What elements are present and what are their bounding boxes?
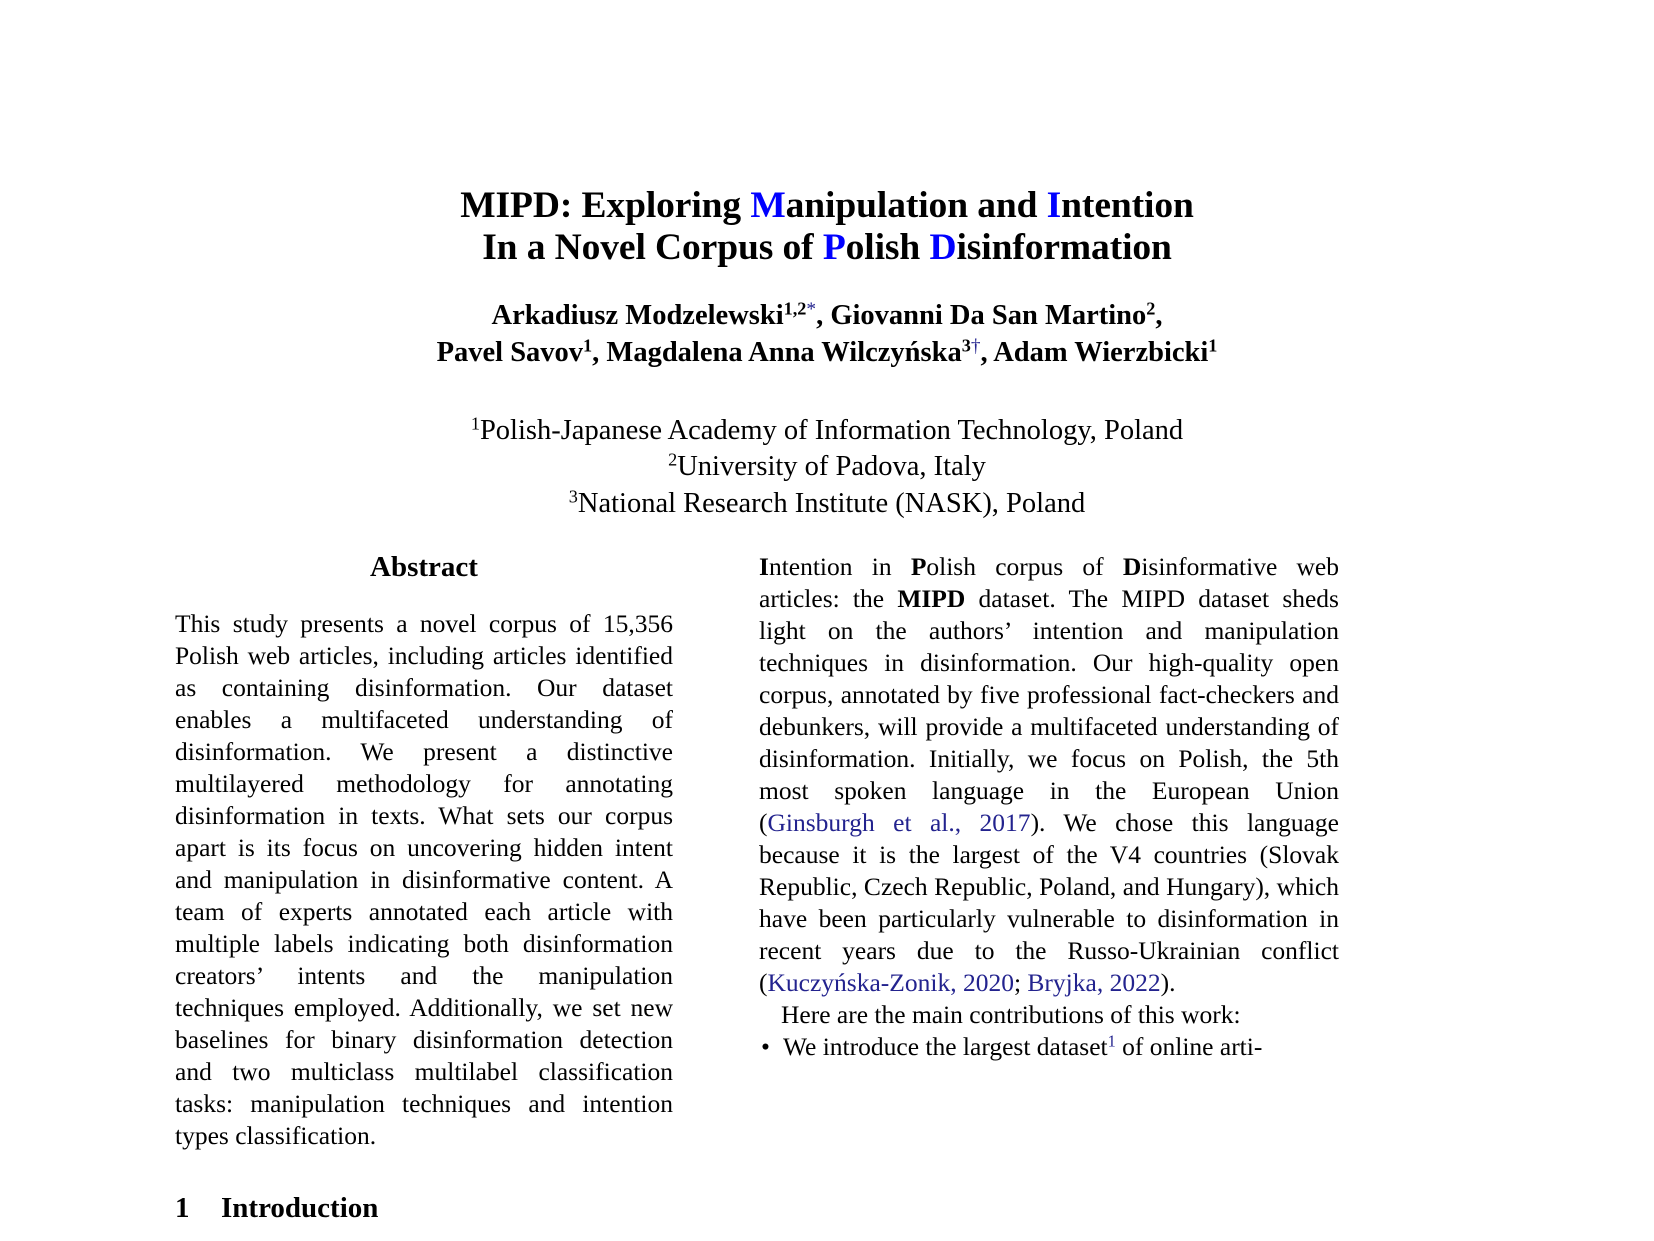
author-name: Adam Wierzbicki	[993, 336, 1209, 368]
title-highlight-i: I	[1046, 185, 1062, 226]
affiliation-text: University of Padova, Italy	[677, 451, 986, 483]
title-line-2: In a Novel Corpus of Polish Disinformation	[482, 227, 1172, 269]
author-name: Pavel Savov	[436, 336, 584, 368]
acronym-letter-i: I	[759, 552, 769, 581]
affiliation-text: Polish-Japanese Academy of Information Technology, Poland	[479, 414, 1184, 446]
author-affiliation-ref: 1,2	[783, 298, 807, 319]
title-highlight-d: D	[929, 227, 957, 269]
contribution-item-1	[759, 1031, 1339, 1063]
citation-link-ginsburgh[interactable]: Ginsburgh et al., 2017	[767, 808, 1031, 837]
affiliation-2	[175, 449, 1479, 485]
affiliation-list	[175, 371, 1479, 522]
abstract-heading: Abstract	[370, 551, 478, 583]
title-line-1: MIPD: Exploring Manipulation and Intention	[460, 185, 1194, 226]
acronym-letter-d: D	[1122, 552, 1142, 581]
two-column-body	[175, 551, 1479, 1225]
affiliation-number: 3	[568, 486, 578, 507]
affiliation-3	[175, 486, 1479, 522]
citation-link-kuczynska-zonik[interactable]: Kuczyńska-Zonik, 2020	[767, 968, 1014, 997]
intro-paragraph-1: Intention in Polish corpus of Disinformative web articles: the MIPD dataset. The MIPD dataset sheds light on the authors’ intention and manipulation techniques in disinformation. Our high-quality open corpus, annotated by five professional fact-checkers and debunkers, will provide a multifaceted understanding of disinformation. Initially, we focus on Polish, the 5th most spoken language in the European Union (Ginsburgh et al., 2017). We chose this language because it is the largest of the V4 countries (Slovak Republic, Czech Republic, Poland, and Hungary), which have been particularly vulnerable to disinformation in recent years due to the Russo-Ukrainian conflict (Kuczyńska-Zonik, 2020; Bryjka, 2022).	[759, 552, 1339, 997]
contribution-text-cont: of online arti-	[1115, 1032, 1263, 1061]
right-column	[759, 551, 1339, 1225]
author-name: Arkadiusz Modzelewski	[491, 299, 784, 331]
section-heading-introduction	[175, 1192, 673, 1225]
affiliation-1	[175, 413, 1479, 449]
contribution-text: We introduce the largest dataset	[783, 1032, 1108, 1061]
author-line-2: Pavel Savov$^1$, Magdalena Anna Wilczyńska$^{3\dagger}$, Adam Wierzbicki$^1$	[436, 335, 1218, 368]
intro-paragraph-2: Here are the main contributions of this work:	[781, 1000, 1241, 1029]
affiliation-number: 2	[668, 449, 678, 470]
author-line-1: Arkadiusz Modzelewski$^{1,2*}$, Giovanni Da San Martino$^2$,	[491, 298, 1163, 331]
footnote-ref-1[interactable]: 1	[1107, 1031, 1116, 1051]
author-affiliation-ref: 1	[583, 335, 593, 356]
abstract-text: This study presents a novel corpus of 15,356 Polish web articles, including articles identified as containing disinformation. Our dataset enables a multifaceted understanding of disinformation. We present a distinctive multilayered methodology for annotating disinformation in texts. What sets our corpus apart is its focus on uncovering hidden intent and manipulation in disinformative content. A team of experts annotated each article with multiple labels indicating both disinformation creators’ intents and the manipulation techniques employed. Additionally, we set new baselines for binary disinformation detection and two multiclass multilabel classification tasks: manipulation techniques and intention types classification.	[175, 609, 673, 1150]
corresponding-author-marker[interactable]: *	[806, 298, 817, 320]
section-number: 1	[175, 1192, 190, 1224]
citation-link-bryjka[interactable]: Bryjka, 2022	[1027, 968, 1161, 997]
author-list	[175, 270, 1479, 371]
left-column	[175, 551, 673, 1225]
author-name: Magdalena Anna Wilczyńska	[606, 336, 962, 368]
contributions-list	[759, 1031, 1339, 1063]
author-footnote-marker[interactable]: †	[970, 335, 981, 357]
title-highlight-m: M	[750, 185, 786, 226]
affiliation-number: 1	[470, 413, 480, 434]
author-affiliation-ref: 3	[961, 335, 971, 356]
title-highlight-p: P	[822, 227, 846, 269]
section-title: Introduction	[221, 1192, 379, 1224]
author-name: Giovanni Da San Martino	[830, 299, 1147, 331]
author-affiliation-ref: 1	[1208, 335, 1218, 356]
page-title	[175, 0, 1479, 270]
acronym-letter-p: P	[910, 552, 927, 581]
affiliation-text: National Research Institute (NASK), Poland	[577, 487, 1086, 519]
dataset-name: MIPD	[897, 584, 966, 613]
author-affiliation-ref: 2	[1146, 298, 1156, 319]
